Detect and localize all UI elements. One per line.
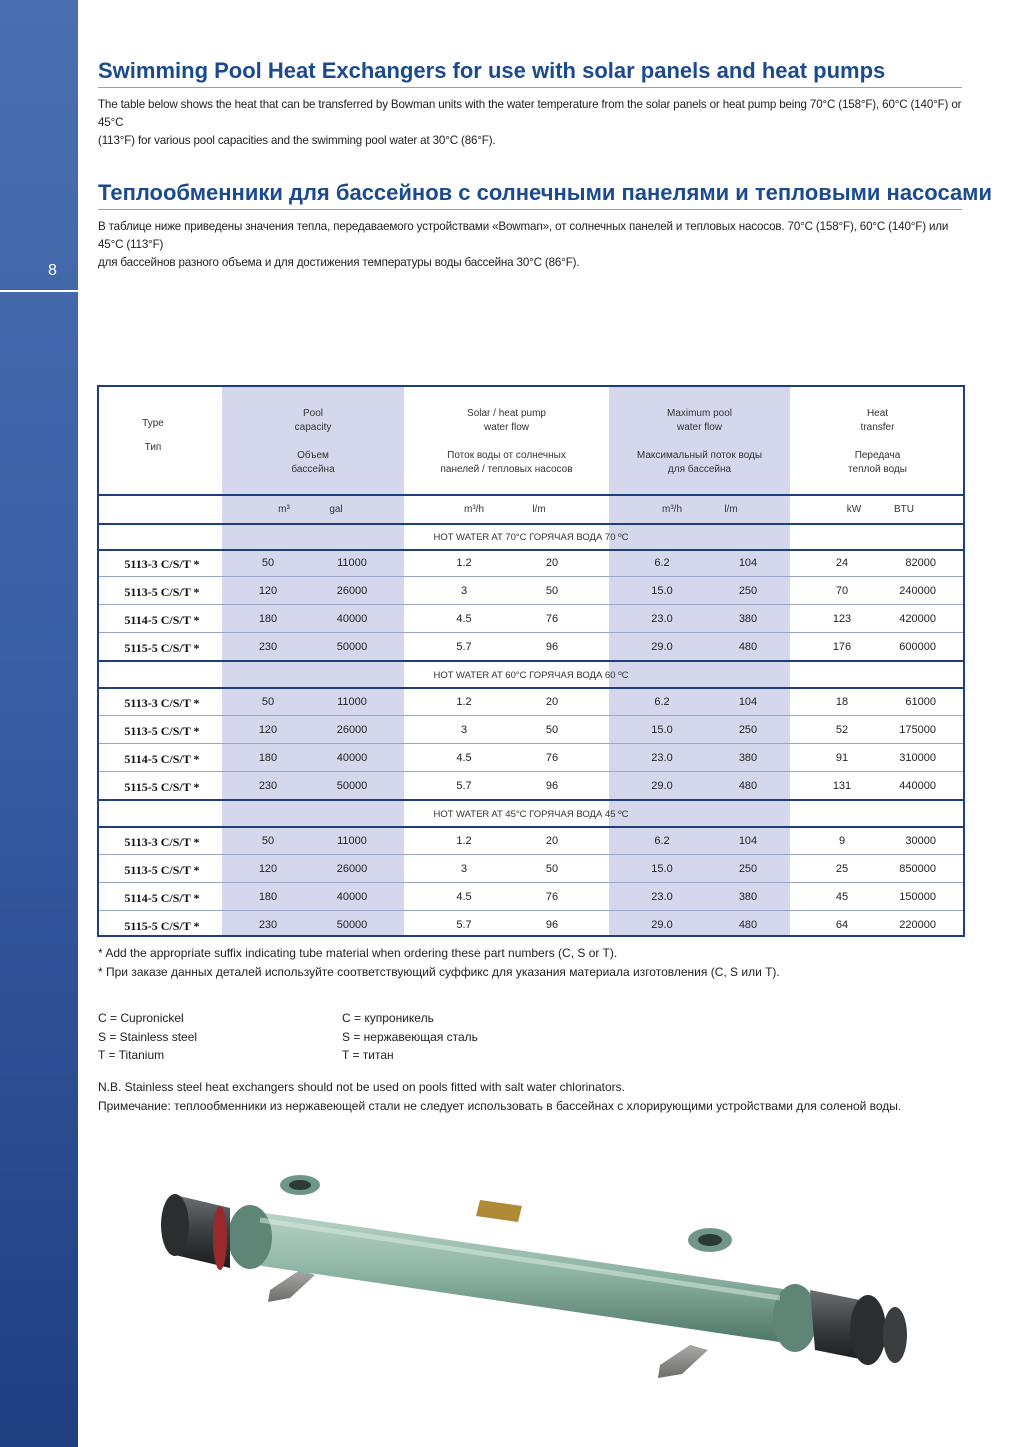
section-label-70: HOT WATER AT 70°C ГОРЯЧАЯ ВОДА 70 ºC (433, 532, 629, 543)
pool-gal-cell: 26000 (336, 724, 368, 736)
left-seal-ring (213, 1206, 227, 1270)
pool-m3-cell: 50 (261, 557, 275, 569)
unit-solar-lm: l/m (532, 504, 546, 515)
max-lm-cell: 380 (738, 613, 758, 625)
btu-cell: 61000 (905, 696, 936, 708)
btu-cell: 850000 (899, 863, 936, 875)
max-m3h-cell: 15.0 (651, 863, 673, 875)
suffix-note-en: * Add the appropriate suffix indicating tube material when ordering these part numbers (C, S or T). (98, 946, 618, 960)
pool-m3-cell: 50 (261, 835, 275, 847)
pool-gal-cell: 11000 (337, 696, 367, 708)
solar-m3h-cell: 4.5 (456, 891, 472, 903)
section-divider (99, 549, 963, 551)
solar-lm-cell: 76 (545, 891, 559, 903)
btu-cell: 82000 (905, 557, 936, 569)
max-m3h-cell: 6.2 (654, 835, 670, 847)
btu-cell: 600000 (899, 641, 936, 653)
row-divider (99, 743, 963, 744)
pool-gal-cell: 40000 (336, 891, 368, 903)
solar-lm-cell: 76 (545, 613, 559, 625)
header-solar-ru-2: панелей / тепловых насосов (440, 464, 573, 475)
unit-kw: kW (846, 504, 862, 515)
max-lm-cell: 380 (738, 752, 758, 764)
btu-cell: 175000 (899, 724, 936, 736)
max-lm-cell: 480 (738, 780, 758, 792)
header-max-en-1: Maximum pool (666, 408, 733, 419)
pool-gal-cell: 50000 (336, 641, 368, 653)
type-cell: 5114-5 C/S/T * (124, 752, 200, 766)
btu-cell: 310000 (899, 752, 936, 764)
max-m3h-cell: 23.0 (651, 752, 673, 764)
title-ru: Теплообменники для бассейнов с солнечными панелями и тепловыми насосами (98, 180, 962, 210)
title-en: Swimming Pool Heat Exchangers for use with solar panels and heat pumps (98, 58, 962, 88)
solar-m3h-cell: 4.5 (456, 613, 472, 625)
type-cell: 5114-5 C/S/T * (124, 891, 200, 905)
header-max-en-2: water flow (676, 422, 722, 433)
max-lm-cell: 480 (738, 919, 758, 931)
kw-cell: 176 (832, 641, 852, 653)
header-max-ru-2: для бассейна (667, 464, 732, 475)
pool-m3-cell: 50 (261, 696, 275, 708)
header-type (113, 417, 193, 431)
unit-pool-m3: m³ (278, 504, 290, 515)
pool-gal-cell: 50000 (336, 919, 368, 931)
pool-m3-cell: 230 (258, 780, 278, 792)
header-heat-en-1: Heat (866, 408, 889, 419)
header-pool-en-2: capacity (294, 422, 332, 433)
units-divider (99, 523, 963, 525)
section-divider (99, 799, 963, 801)
max-m3h-cell: 29.0 (651, 780, 673, 792)
btu-cell: 440000 (899, 780, 936, 792)
type-cell: 5113-5 C/S/T * (124, 724, 200, 738)
max-m3h-cell: 29.0 (651, 919, 673, 931)
pool-m3-cell: 180 (258, 891, 278, 903)
header-solar-ru-1: Поток воды от солнечных (447, 450, 566, 461)
btu-cell: 240000 (899, 585, 936, 597)
solar-m3h-cell: 5.7 (456, 780, 472, 792)
suffix-note-ru: * При заказе данных деталей используйте соответствующий суффикс для указания материала изготовления (C, S или T). (98, 965, 780, 979)
header-solar-en-2: water flow (483, 422, 529, 433)
solar-lm-cell: 20 (545, 835, 559, 847)
unit-max-lm: l/m (724, 504, 738, 515)
max-lm-cell: 104 (738, 696, 758, 708)
row-divider (99, 854, 963, 855)
header-divider (99, 494, 963, 496)
solar-m3h-cell: 4.5 (456, 752, 472, 764)
solar-m3h-cell: 1.2 (456, 696, 472, 708)
kw-cell: 24 (835, 557, 849, 569)
solar-lm-cell: 76 (545, 752, 559, 764)
section-divider (99, 687, 963, 689)
max-m3h-cell: 15.0 (651, 724, 673, 736)
max-m3h-cell: 6.2 (654, 696, 670, 708)
legend-item: C = купроникель (342, 1011, 434, 1025)
kw-cell: 91 (835, 752, 849, 764)
section-divider (99, 660, 963, 662)
pool-m3-cell: 180 (258, 613, 278, 625)
solar-m3h-cell: 5.7 (456, 919, 472, 931)
row-divider (99, 604, 963, 605)
header-max-flow (609, 407, 790, 477)
row-divider (99, 910, 963, 911)
btu-cell: 220000 (899, 919, 936, 931)
unit-pool-gal: gal (329, 504, 343, 515)
intro-ru-line-2: для бассейнов разного объема и для достижения температуры воды бассейна 30°C (86°F). (98, 256, 580, 269)
intro-en-line-2: (113°F) for various pool capacities and the swimming pool water at 30°C (86°F). (98, 134, 496, 147)
row-divider (99, 576, 963, 577)
row-divider (99, 715, 963, 716)
pool-gal-cell: 26000 (336, 585, 368, 597)
heat-transfer-table (97, 385, 965, 937)
unit-solar-m3h: m³/h (464, 504, 484, 515)
header-pool-ru-2: бассейна (291, 464, 335, 475)
max-m3h-cell: 6.2 (654, 557, 670, 569)
max-lm-cell: 380 (738, 891, 758, 903)
solar-lm-cell: 96 (545, 919, 559, 931)
left-end-flange (228, 1205, 272, 1269)
max-lm-cell: 104 (738, 835, 758, 847)
kw-cell: 18 (835, 696, 849, 708)
top-port-opening (289, 1180, 311, 1190)
kw-cell: 9 (838, 835, 846, 847)
type-cell: 5113-3 C/S/T * (124, 557, 200, 571)
pool-gal-cell: 11000 (337, 835, 367, 847)
header-solar-flow (404, 407, 609, 477)
header-pool (222, 407, 404, 477)
type-cell: 5113-3 C/S/T * (124, 696, 200, 710)
type-cell: 5115-5 C/S/T * (124, 919, 200, 933)
section-label-60: HOT WATER AT 60°C ГОРЯЧАЯ ВОДА 60 ºC (433, 670, 629, 681)
max-m3h-cell: 23.0 (651, 613, 673, 625)
header-solar-en-1: Solar / heat pump (467, 408, 546, 419)
legend-item: T = Titanium (98, 1048, 165, 1062)
max-lm-cell: 480 (738, 641, 758, 653)
max-m3h-cell: 23.0 (651, 891, 673, 903)
section-divider (99, 826, 963, 828)
kw-cell: 131 (832, 780, 852, 792)
pool-gal-cell: 40000 (336, 613, 368, 625)
intro-ru-line-1: В таблице ниже приведены значения тепла, передаваемого устройствами «Bowman», от солнечных панелей и тепловых насосов. 70°C (158°F), 60°C (140°F) или 45°C (113°F) (98, 220, 949, 251)
pool-m3-cell: 120 (258, 724, 278, 736)
top-port-opening (698, 1234, 722, 1246)
pool-m3-cell: 120 (258, 585, 278, 597)
solar-lm-cell: 50 (545, 585, 559, 597)
brass-nameplate (476, 1200, 522, 1222)
intro-en-line-1: The table below shows the heat that can be transferred by Bowman units with the water temperature from the solar panels or heat pump being 70°C (158°F), 60°C (140°F) or 45°C (98, 98, 962, 129)
solar-m3h-cell: 3 (460, 724, 468, 736)
sidebar-band (0, 0, 78, 1447)
btu-cell: 420000 (899, 613, 936, 625)
solar-m3h-cell: 1.2 (456, 557, 472, 569)
row-divider (99, 882, 963, 883)
row-divider (99, 771, 963, 772)
pool-m3-cell: 120 (258, 863, 278, 875)
kw-cell: 70 (835, 585, 849, 597)
mounting-foot (268, 1270, 315, 1302)
type-cell: 5113-5 C/S/T * (124, 585, 200, 599)
max-m3h-cell: 29.0 (651, 641, 673, 653)
solar-lm-cell: 50 (545, 863, 559, 875)
left-union-nut (161, 1194, 189, 1256)
header-heat-ru-1: Передача (854, 450, 901, 461)
intro-en (98, 96, 964, 150)
nb-note-en: N.B. Stainless steel heat exchangers should not be used on pools fitted with salt water chlorinators. (98, 1080, 625, 1094)
solar-lm-cell: 20 (545, 557, 559, 569)
btu-cell: 30000 (905, 835, 936, 847)
max-lm-cell: 250 (738, 863, 758, 875)
header-pool-ru-1: Объем (297, 450, 329, 461)
pool-gal-cell: 50000 (336, 780, 368, 792)
header-max-ru-1: Максимальный поток воды (636, 450, 763, 461)
solar-lm-cell: 20 (545, 696, 559, 708)
type-cell: 5114-5 C/S/T * (124, 613, 200, 627)
legend-item: C = Cupronickel (98, 1011, 184, 1025)
kw-cell: 45 (835, 891, 849, 903)
solar-m3h-cell: 3 (460, 863, 468, 875)
max-m3h-cell: 15.0 (651, 585, 673, 597)
pool-gal-cell: 11000 (337, 557, 367, 569)
unit-btu: BTU (894, 504, 914, 515)
legend-item: T = титан (342, 1048, 394, 1062)
pool-m3-cell: 230 (258, 919, 278, 931)
header-heat-transfer (790, 407, 965, 477)
intro-ru (98, 218, 964, 272)
header-type-en: Type (142, 418, 164, 429)
mounting-foot (658, 1345, 708, 1378)
unit-max-m3h: m³/h (662, 504, 682, 515)
header-pool-en-1: Pool (302, 408, 323, 419)
kw-cell: 52 (835, 724, 849, 736)
solar-m3h-cell: 1.2 (456, 835, 472, 847)
solar-lm-cell: 50 (545, 724, 559, 736)
header-type-ru: Тип (144, 442, 162, 453)
max-lm-cell: 250 (738, 585, 758, 597)
right-union-nut (850, 1295, 886, 1365)
type-cell: 5115-5 C/S/T * (124, 780, 200, 794)
row-divider (99, 632, 963, 633)
max-lm-cell: 104 (738, 557, 758, 569)
kw-cell: 123 (832, 613, 852, 625)
header-heat-en-2: transfer (860, 422, 895, 433)
legend-item: S = Stainless steel (98, 1030, 198, 1044)
nb-note-ru: Примечание: теплообменники из нержавеющей стали не следует использовать в бассейнах с хлорирующими устройствами для соленой воды. (98, 1099, 902, 1113)
page-number: 8 (0, 262, 78, 292)
heat-exchanger-photo (150, 1140, 920, 1410)
pool-gal-cell: 26000 (336, 863, 368, 875)
type-cell: 5113-3 C/S/T * (124, 835, 200, 849)
legend-item: S = нержавеющая сталь (342, 1030, 478, 1044)
right-outlet-pipe (883, 1307, 907, 1363)
section-label-45: HOT WATER AT 45°C ГОРЯЧАЯ ВОДА 45 ºC (433, 809, 629, 820)
solar-lm-cell: 96 (545, 641, 559, 653)
btu-cell: 150000 (899, 891, 936, 903)
kw-cell: 64 (835, 919, 849, 931)
type-cell: 5115-5 C/S/T * (124, 641, 200, 655)
max-lm-cell: 250 (738, 724, 758, 736)
solar-m3h-cell: 5.7 (456, 641, 472, 653)
kw-cell: 25 (835, 863, 849, 875)
pool-m3-cell: 230 (258, 641, 278, 653)
solar-lm-cell: 96 (545, 780, 559, 792)
type-cell: 5113-5 C/S/T * (124, 863, 200, 877)
header-heat-ru-2: теплой воды (848, 464, 907, 475)
solar-m3h-cell: 3 (460, 585, 468, 597)
pool-m3-cell: 180 (258, 752, 278, 764)
pool-gal-cell: 40000 (336, 752, 368, 764)
